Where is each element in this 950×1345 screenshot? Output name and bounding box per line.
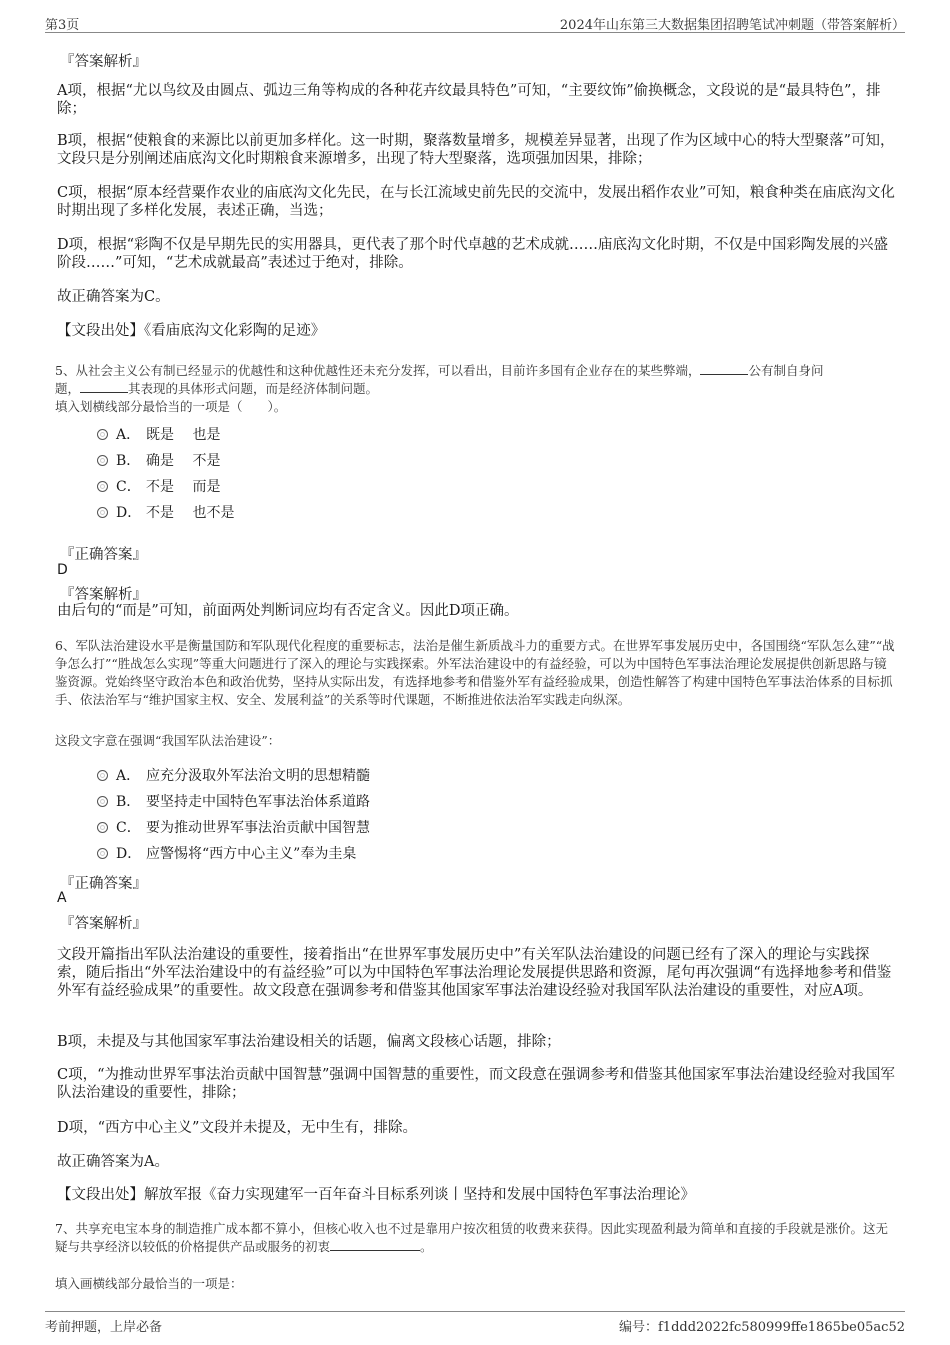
q5-option-b[interactable]: B． 确是 不是 xyxy=(97,450,220,470)
question-5-text: 5、从社会主义公有制已经显示的优越性和这种优越性还未充分发挥，可以看出，目前许多国有企业存在的某些弊端， 公有制自身问 题， 其表现的具体形式问题，而是经济体制问题。 填入划横线部分最恰当的一项是（ ）。 xyxy=(55,363,824,414)
q6-analysis-b: B项，未提及与其他国家军事法治建设相关的话题，偏离文段核心话题，排除； xyxy=(57,1034,561,1050)
q6-answer: A xyxy=(57,890,67,906)
page-header xyxy=(45,14,905,33)
fill-blank xyxy=(700,362,748,375)
q5-analysis-label: 『答案解析』 xyxy=(60,587,147,603)
radio-icon[interactable] xyxy=(97,848,108,859)
q5-analysis: 由后句的“而是”可知，前面两处判断词应均有否定含义。因此D项正确。 xyxy=(57,603,519,619)
analysis-option-a: A项，根据“尤以鸟纹及由圆点、弧边三角等构成的各种花卉纹最具特色”可知，“主要纹饰”偷换概念，文段说的是“最具特色”，排除； xyxy=(57,83,881,117)
q6-option-d[interactable]: D． 应警惕将“西方中心主义”奉为圭臬 xyxy=(97,843,356,863)
analysis-source: 【文段出处】《看庙底沟文化彩陶的足迹》 xyxy=(57,323,326,339)
footer-slogan: 考前押题，上岸必备 xyxy=(45,1320,163,1335)
radio-icon[interactable] xyxy=(97,770,108,781)
document-id: 编号：f1ddd2022fc580999ffe1865be05ac52 xyxy=(619,1320,905,1335)
question-5-prompt: 填入划横线部分最恰当的一项是（ ）。 xyxy=(55,399,287,414)
question-6-prompt: 这段文字意在强调“我国军队法治建设”： xyxy=(55,733,281,748)
q6-source: 【文段出处】解放军报《奋力实现建军一百年奋斗目标系列谈丨坚持和发展中国特色军事法治理论》 xyxy=(57,1187,695,1203)
radio-icon[interactable] xyxy=(97,796,108,807)
document-title: 2024年山东第三大数据集团招聘笔试冲刺题（带答案解析） xyxy=(559,18,905,33)
question-7-prompt: 填入画横线部分最恰当的一项是： xyxy=(55,1276,243,1291)
fill-blank xyxy=(330,1238,420,1251)
q6-option-c[interactable]: C． 要为推动世界军事法治贡献中国智慧 xyxy=(97,817,370,837)
analysis-conclusion: 故正确答案为C。 xyxy=(57,289,170,305)
radio-icon[interactable] xyxy=(97,507,108,518)
q5-correct-label: 『正确答案』 xyxy=(60,547,147,563)
fill-blank xyxy=(80,380,128,393)
q6-analysis-c: C项，“为推动世界军事法治贡献中国智慧”强调中国智慧的重要性，而文段意在强调参考和借鉴其他国家军事法治建设经验对我国军队法治建设的重要性，排除； xyxy=(57,1067,895,1101)
radio-icon[interactable] xyxy=(97,429,108,440)
q6-option-b[interactable]: B． 要坚持走中国特色军事法治体系道路 xyxy=(97,791,370,811)
q6-conclusion: 故正确答案为A。 xyxy=(57,1154,169,1170)
analysis-label: 『答案解析』 xyxy=(60,54,147,70)
analysis-option-d: D项，根据“彩陶不仅是早期先民的实用器具，更代表了那个时代卓越的艺术成就……庙底沟文化时期，不仅是中国彩陶发展的兴盛阶段……”可知，“艺术成就最高”表述过于绝对，排除。 xyxy=(57,237,889,271)
q6-correct-label: 『正确答案』 xyxy=(60,876,147,892)
q5-option-d[interactable]: D． 不是 也不是 xyxy=(97,502,234,522)
radio-icon[interactable] xyxy=(97,481,108,492)
radio-icon[interactable] xyxy=(97,455,108,466)
radio-icon[interactable] xyxy=(97,822,108,833)
analysis-option-c: C项，根据“原本经营粟作农业的庙底沟文化先民，在与长江流域史前先民的交流中，发展出稻作农业”可知，粮食种类在庙底沟文化时期出现了多样化发展，表述正确，当选； xyxy=(57,185,895,219)
page-number: 第3页 xyxy=(45,18,80,33)
q6-option-a[interactable]: A． 应充分汲取外军法治文明的思想精髓 xyxy=(97,765,370,785)
question-6-text: 6、军队法治建设水平是衡量国防和军队现代化程度的重要标志，法治是催生新质战斗力的重要方式。在世界军事发展历史中，各国围绕“军队怎么建”“战争怎么打”“胜战怎么实现”等重大问题进行了深入的理论与实践探索。外军法治建设中的有益经验，可以为中国特色军事法治理论发展提供创新思路与镜鉴资源。党始终坚守政治本色和政治优势，坚持从实际出发，有选择地参考和借鉴外军有益经验成果，创造性解答了构建中国特色军事法治体系的目标抓手、依法治军与“维护国家主权、安全、发展利益”的关系等时代课题，不断推进依法治军实践走向纵深。 xyxy=(55,638,895,707)
analysis-option-b: B项，根据“使粮食的来源比以前更加多样化。这一时期，聚落数量增多，规模差异显著，出现了作为区域中心的特大型聚落”可知，文段只是分别阐述庙底沟文化时期粮食来源增多，出现了特大型聚落，选项强加因果，排除； xyxy=(57,133,895,167)
q6-analysis-a: 文段开篇指出军队法治建设的重要性，接着指出“在世界军事发展历史中”有关军队法治建设的问题已经有了深入的理论与实践探索，随后指出“外军法治建设中的有益经验”可以为中国特色军事法治理论发展提供思路和资源，尾句再次强调“有选择地参考和借鉴外军有益经验成果”的重要性。故文段意在强调参考和借鉴其他国家军事法治建设经验对我国军队法治建设的重要性，对应A项。 xyxy=(57,947,892,999)
q5-option-a[interactable]: A． 既是 也是 xyxy=(97,424,220,444)
q5-answer: D xyxy=(57,562,68,578)
question-7-text: 7、共享充电宝本身的制造推广成本都不算小，但核心收入也不过是靠用户按次租赁的收费来获得。因此实现盈利最为简单和直接的手段就是涨价。这无疑与共享经济以较低的价格提供产品或服务的初衷 。 xyxy=(55,1221,888,1254)
q5-option-c[interactable]: C． 不是 而是 xyxy=(97,476,220,496)
q6-analysis-d: D项，“西方中心主义”文段并未提及，无中生有，排除。 xyxy=(57,1120,417,1136)
page-footer xyxy=(45,1311,905,1334)
q6-analysis-label: 『答案解析』 xyxy=(60,916,147,932)
